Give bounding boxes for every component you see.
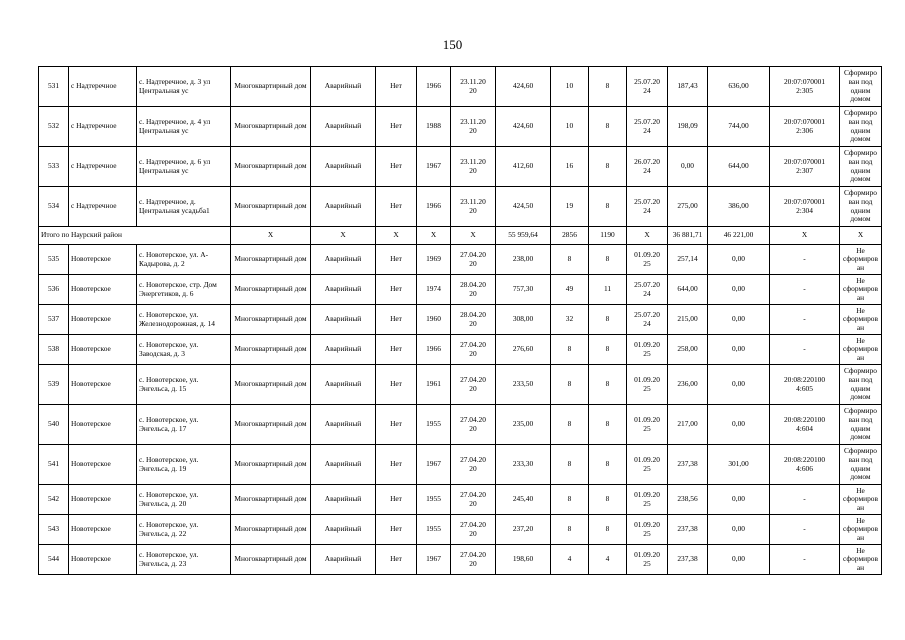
- row-number: 536: [39, 275, 69, 305]
- row-number: 539: [39, 365, 69, 405]
- residents-cell: 4: [551, 545, 589, 575]
- row-number: 543: [39, 515, 69, 545]
- apartments-cell: 11: [589, 275, 627, 305]
- settlement-cell: Новотерское: [69, 245, 137, 275]
- flag-cell: Нет: [376, 335, 417, 365]
- recognition-date-cell: 27.04.20 20: [451, 335, 496, 365]
- total-cell: Х: [231, 227, 311, 245]
- flag-cell: Нет: [376, 405, 417, 445]
- settlement-cell: Новотерское: [69, 335, 137, 365]
- area-cell: 198,60: [496, 545, 551, 575]
- flag-cell: Нет: [376, 485, 417, 515]
- value-2-cell: 0,00: [708, 545, 770, 575]
- settlement-cell: Новотерское: [69, 365, 137, 405]
- flag-cell: Нет: [376, 107, 417, 147]
- area-cell: 424,60: [496, 67, 551, 107]
- address-cell: с. Надтеречное, д. 3 ул Центральная ус: [137, 67, 231, 107]
- flag-cell: Нет: [376, 445, 417, 485]
- residents-cell: 32: [551, 305, 589, 335]
- building-type-cell: Многоквартирный дом: [231, 107, 311, 147]
- building-type-cell: Многоквартирный дом: [231, 445, 311, 485]
- apartments-cell: 8: [589, 187, 627, 227]
- status-cell: Аварийный: [311, 365, 376, 405]
- recognition-date-cell: 28.04.20 20: [451, 305, 496, 335]
- resettlement-date-cell: 25.07.20 24: [627, 187, 668, 227]
- resettlement-date-cell: 26.07.20 24: [627, 147, 668, 187]
- flag-cell: Нет: [376, 545, 417, 575]
- value-2-cell: 0,00: [708, 245, 770, 275]
- residents-cell: 49: [551, 275, 589, 305]
- cadastre-cell: 20:07:070001 2:304: [770, 187, 840, 227]
- year-cell: 1967: [417, 147, 451, 187]
- area-cell: 245,40: [496, 485, 551, 515]
- value-2-cell: 744,00: [708, 107, 770, 147]
- value-1-cell: 257,14: [668, 245, 708, 275]
- cadastre-cell: 20:08:220100 4:606: [770, 445, 840, 485]
- cadastre-cell: -: [770, 545, 840, 575]
- flag-cell: Нет: [376, 187, 417, 227]
- land-status-cell: Не сформиров ан: [840, 485, 882, 515]
- recognition-date-cell: 27.04.20 20: [451, 405, 496, 445]
- value-2-cell: 0,00: [708, 365, 770, 405]
- building-type-cell: Многоквартирный дом: [231, 515, 311, 545]
- value-1-cell: 237,38: [668, 445, 708, 485]
- recognition-date-cell: 27.04.20 20: [451, 545, 496, 575]
- recognition-date-cell: 27.04.20 20: [451, 245, 496, 275]
- area-cell: 424,60: [496, 107, 551, 147]
- apartments-cell: 8: [589, 405, 627, 445]
- building-type-cell: Многоквартирный дом: [231, 405, 311, 445]
- building-type-cell: Многоквартирный дом: [231, 147, 311, 187]
- apartments-cell: 8: [589, 147, 627, 187]
- cadastre-cell: -: [770, 275, 840, 305]
- flag-cell: Нет: [376, 147, 417, 187]
- total-count-2: 1190: [589, 227, 627, 245]
- value-2-cell: 636,00: [708, 67, 770, 107]
- apartments-cell: 4: [589, 545, 627, 575]
- settlement-cell: Новотерское: [69, 405, 137, 445]
- building-type-cell: Многоквартирный дом: [231, 67, 311, 107]
- row-number: 534: [39, 187, 69, 227]
- apartments-cell: 8: [589, 245, 627, 275]
- land-status-cell: Не сформиров ан: [840, 245, 882, 275]
- row-number: 535: [39, 245, 69, 275]
- year-cell: 1966: [417, 67, 451, 107]
- value-2-cell: 0,00: [708, 515, 770, 545]
- total-count-1: 2856: [551, 227, 589, 245]
- settlement-cell: Новотерское: [69, 515, 137, 545]
- value-1-cell: 215,00: [668, 305, 708, 335]
- building-type-cell: Многоквартирный дом: [231, 335, 311, 365]
- value-1-cell: 237,38: [668, 515, 708, 545]
- recognition-date-cell: 28.04.20 20: [451, 275, 496, 305]
- status-cell: Аварийный: [311, 305, 376, 335]
- settlement-cell: с Надтеречное: [69, 187, 137, 227]
- value-2-cell: 386,00: [708, 187, 770, 227]
- flag-cell: Нет: [376, 305, 417, 335]
- land-status-cell: Сформиро ван под одним домом: [840, 445, 882, 485]
- year-cell: 1969: [417, 245, 451, 275]
- total-row: [39, 227, 882, 245]
- year-cell: 1967: [417, 545, 451, 575]
- table-row: [39, 445, 882, 485]
- address-cell: с. Надтеречное, д. 4 ул Центральная ус: [137, 107, 231, 147]
- area-cell: 757,30: [496, 275, 551, 305]
- resettlement-date-cell: 01.09.20 25: [627, 245, 668, 275]
- residents-cell: 8: [551, 515, 589, 545]
- table-row: [39, 365, 882, 405]
- residents-cell: 16: [551, 147, 589, 187]
- apartments-cell: 8: [589, 107, 627, 147]
- residents-cell: 8: [551, 405, 589, 445]
- total-cell: Х: [770, 227, 840, 245]
- flag-cell: Нет: [376, 67, 417, 107]
- building-type-cell: Многоквартирный дом: [231, 305, 311, 335]
- residents-cell: 10: [551, 67, 589, 107]
- housing-registry-table: [38, 66, 882, 575]
- cadastre-cell: 20:08:220100 4:604: [770, 405, 840, 445]
- table-row: [39, 515, 882, 545]
- resettlement-date-cell: 01.09.20 25: [627, 365, 668, 405]
- value-2-cell: 0,00: [708, 335, 770, 365]
- row-number: 531: [39, 67, 69, 107]
- status-cell: Аварийный: [311, 147, 376, 187]
- recognition-date-cell: 27.04.20 20: [451, 515, 496, 545]
- status-cell: Аварийный: [311, 405, 376, 445]
- row-number: 538: [39, 335, 69, 365]
- address-cell: с. Новотерское, ул. Энгельса, д. 17: [137, 405, 231, 445]
- address-cell: с. Надтеречное, д. Центральная усадьба1: [137, 187, 231, 227]
- resettlement-date-cell: 25.07.20 24: [627, 305, 668, 335]
- address-cell: с. Надтеречное, д. 6 ул Центральная ус: [137, 147, 231, 187]
- flag-cell: Нет: [376, 365, 417, 405]
- row-number: 544: [39, 545, 69, 575]
- total-area: 55 959,64: [496, 227, 551, 245]
- recognition-date-cell: 27.04.20 20: [451, 445, 496, 485]
- value-1-cell: 275,00: [668, 187, 708, 227]
- land-status-cell: Сформиро ван под одним домом: [840, 187, 882, 227]
- residents-cell: 8: [551, 445, 589, 485]
- value-1-cell: 217,00: [668, 405, 708, 445]
- year-cell: 1955: [417, 405, 451, 445]
- land-status-cell: Сформиро ван под одним домом: [840, 67, 882, 107]
- area-cell: 238,00: [496, 245, 551, 275]
- area-cell: 233,50: [496, 365, 551, 405]
- recognition-date-cell: 27.04.20 20: [451, 485, 496, 515]
- resettlement-date-cell: 25.07.20 24: [627, 67, 668, 107]
- address-cell: с. Новотерское, ул. Энгельса, д. 22: [137, 515, 231, 545]
- address-cell: с. Новотерское, ул. Энгельса, д. 23: [137, 545, 231, 575]
- apartments-cell: 8: [589, 335, 627, 365]
- value-1-cell: 236,00: [668, 365, 708, 405]
- area-cell: 276,60: [496, 335, 551, 365]
- cadastre-cell: 20:07:070001 2:305: [770, 67, 840, 107]
- land-status-cell: Сформиро ван под одним домом: [840, 365, 882, 405]
- building-type-cell: Многоквартирный дом: [231, 365, 311, 405]
- row-number: 533: [39, 147, 69, 187]
- status-cell: Аварийный: [311, 515, 376, 545]
- table-body-upper: [39, 67, 882, 227]
- residents-cell: 19: [551, 187, 589, 227]
- building-type-cell: Многоквартирный дом: [231, 187, 311, 227]
- apartments-cell: 8: [589, 485, 627, 515]
- settlement-cell: с Надтеречное: [69, 147, 137, 187]
- apartments-cell: 8: [589, 365, 627, 405]
- residents-cell: 8: [551, 335, 589, 365]
- value-2-cell: 0,00: [708, 305, 770, 335]
- land-status-cell: Сформиро ван под одним домом: [840, 107, 882, 147]
- cadastre-cell: -: [770, 515, 840, 545]
- year-cell: 1960: [417, 305, 451, 335]
- area-cell: 424,50: [496, 187, 551, 227]
- table-row: [39, 485, 882, 515]
- year-cell: 1974: [417, 275, 451, 305]
- building-type-cell: Многоквартирный дом: [231, 485, 311, 515]
- total-cell: Х: [840, 227, 882, 245]
- table-row: [39, 405, 882, 445]
- total-value-1: 36 881,71: [668, 227, 708, 245]
- apartments-cell: 8: [589, 305, 627, 335]
- value-1-cell: 0,00: [668, 147, 708, 187]
- table-row: [39, 147, 882, 187]
- table-row: [39, 335, 882, 365]
- settlement-cell: Новотерское: [69, 545, 137, 575]
- page-number: 150: [442, 37, 463, 52]
- settlement-cell: Новотерское: [69, 485, 137, 515]
- row-number: 542: [39, 485, 69, 515]
- value-1-cell: 187,43: [668, 67, 708, 107]
- building-type-cell: Многоквартирный дом: [231, 275, 311, 305]
- year-cell: 1955: [417, 515, 451, 545]
- cadastre-cell: -: [770, 335, 840, 365]
- apartments-cell: 8: [589, 67, 627, 107]
- recognition-date-cell: 23.11.20 20: [451, 107, 496, 147]
- land-status-cell: Не сформиров ан: [840, 545, 882, 575]
- table-body-lower: [39, 245, 882, 575]
- cadastre-cell: 20:07:070001 2:306: [770, 107, 840, 147]
- status-cell: Аварийный: [311, 245, 376, 275]
- value-1-cell: 238,56: [668, 485, 708, 515]
- building-type-cell: Многоквартирный дом: [231, 245, 311, 275]
- cadastre-cell: 20:07:070001 2:307: [770, 147, 840, 187]
- total-cell: Х: [627, 227, 668, 245]
- table-row: [39, 187, 882, 227]
- residents-cell: 8: [551, 365, 589, 405]
- address-cell: с. Новотерское, ул. Энгельса, д. 15: [137, 365, 231, 405]
- residents-cell: 8: [551, 485, 589, 515]
- resettlement-date-cell: 01.09.20 25: [627, 445, 668, 485]
- resettlement-date-cell: 01.09.20 25: [627, 485, 668, 515]
- land-status-cell: Не сформиров ан: [840, 515, 882, 545]
- table-row: [39, 245, 882, 275]
- status-cell: Аварийный: [311, 335, 376, 365]
- settlement-cell: Новотерское: [69, 445, 137, 485]
- status-cell: Аварийный: [311, 275, 376, 305]
- area-cell: 235,00: [496, 405, 551, 445]
- status-cell: Аварийный: [311, 545, 376, 575]
- recognition-date-cell: 23.11.20 20: [451, 67, 496, 107]
- settlement-cell: с Надтеречное: [69, 107, 137, 147]
- address-cell: с. Новотерское, ул. А-Кадырова, д. 2: [137, 245, 231, 275]
- year-cell: 1966: [417, 187, 451, 227]
- value-1-cell: 237,38: [668, 545, 708, 575]
- flag-cell: Нет: [376, 245, 417, 275]
- settlement-cell: с Надтеречное: [69, 67, 137, 107]
- value-1-cell: 198,09: [668, 107, 708, 147]
- recognition-date-cell: 23.11.20 20: [451, 147, 496, 187]
- value-2-cell: 301,00: [708, 445, 770, 485]
- land-status-cell: Не сформиров ан: [840, 335, 882, 365]
- total-cell: Х: [451, 227, 496, 245]
- area-cell: 308,00: [496, 305, 551, 335]
- residents-cell: 8: [551, 245, 589, 275]
- cadastre-cell: -: [770, 245, 840, 275]
- address-cell: с. Новотерское, ул. Энгельса, д. 19: [137, 445, 231, 485]
- table-total-section: [39, 227, 882, 245]
- status-cell: Аварийный: [311, 485, 376, 515]
- row-number: 537: [39, 305, 69, 335]
- land-status-cell: Сформиро ван под одним домом: [840, 405, 882, 445]
- resettlement-date-cell: 25.07.20 24: [627, 107, 668, 147]
- value-2-cell: 0,00: [708, 405, 770, 445]
- total-value-2: 46 221,00: [708, 227, 770, 245]
- row-number: 540: [39, 405, 69, 445]
- value-2-cell: 0,00: [708, 485, 770, 515]
- resettlement-date-cell: 01.09.20 25: [627, 545, 668, 575]
- apartments-cell: 8: [589, 445, 627, 485]
- status-cell: Аварийный: [311, 187, 376, 227]
- land-status-cell: Не сформиров ан: [840, 275, 882, 305]
- value-2-cell: 644,00: [708, 147, 770, 187]
- address-cell: с. Новотерское, ул. Железнодорожная, д. 14: [137, 305, 231, 335]
- address-cell: с. Новотерское, ул. Заводская, д. 3: [137, 335, 231, 365]
- year-cell: 1967: [417, 445, 451, 485]
- value-2-cell: 0,00: [708, 275, 770, 305]
- row-number: 532: [39, 107, 69, 147]
- resettlement-date-cell: 01.09.20 25: [627, 405, 668, 445]
- year-cell: 1961: [417, 365, 451, 405]
- table-row: [39, 275, 882, 305]
- area-cell: 412,60: [496, 147, 551, 187]
- settlement-cell: Новотерское: [69, 305, 137, 335]
- status-cell: Аварийный: [311, 445, 376, 485]
- year-cell: 1988: [417, 107, 451, 147]
- total-cell: Х: [311, 227, 376, 245]
- recognition-date-cell: 23.11.20 20: [451, 187, 496, 227]
- total-label: Итого по Наурский район: [39, 227, 231, 245]
- table-row: [39, 305, 882, 335]
- row-number: 541: [39, 445, 69, 485]
- apartments-cell: 8: [589, 515, 627, 545]
- area-cell: 237,20: [496, 515, 551, 545]
- total-cell: Х: [417, 227, 451, 245]
- area-cell: 233,30: [496, 445, 551, 485]
- cadastre-cell: -: [770, 305, 840, 335]
- cadastre-cell: -: [770, 485, 840, 515]
- status-cell: Аварийный: [311, 107, 376, 147]
- resettlement-date-cell: 25.07.20 24: [627, 275, 668, 305]
- recognition-date-cell: 27.04.20 20: [451, 365, 496, 405]
- resettlement-date-cell: 01.09.20 25: [627, 515, 668, 545]
- table-row: [39, 67, 882, 107]
- status-cell: Аварийный: [311, 67, 376, 107]
- building-type-cell: Многоквартирный дом: [231, 545, 311, 575]
- year-cell: 1966: [417, 335, 451, 365]
- residents-cell: 10: [551, 107, 589, 147]
- address-cell: с. Новотерское, стр. Дом Энергетиков, д. 6: [137, 275, 231, 305]
- table-row: [39, 545, 882, 575]
- flag-cell: Нет: [376, 515, 417, 545]
- cadastre-cell: 20:08:220100 4:605: [770, 365, 840, 405]
- land-status-cell: Не сформиров ан: [840, 305, 882, 335]
- value-1-cell: 258,00: [668, 335, 708, 365]
- year-cell: 1955: [417, 485, 451, 515]
- value-1-cell: 644,00: [668, 275, 708, 305]
- land-status-cell: Сформиро ван под одним домом: [840, 147, 882, 187]
- flag-cell: Нет: [376, 275, 417, 305]
- address-cell: с. Новотерское, ул. Энгельса, д. 20: [137, 485, 231, 515]
- settlement-cell: Новотерское: [69, 275, 137, 305]
- total-cell: Х: [376, 227, 417, 245]
- table-row: [39, 107, 882, 147]
- resettlement-date-cell: 01.09.20 25: [627, 335, 668, 365]
